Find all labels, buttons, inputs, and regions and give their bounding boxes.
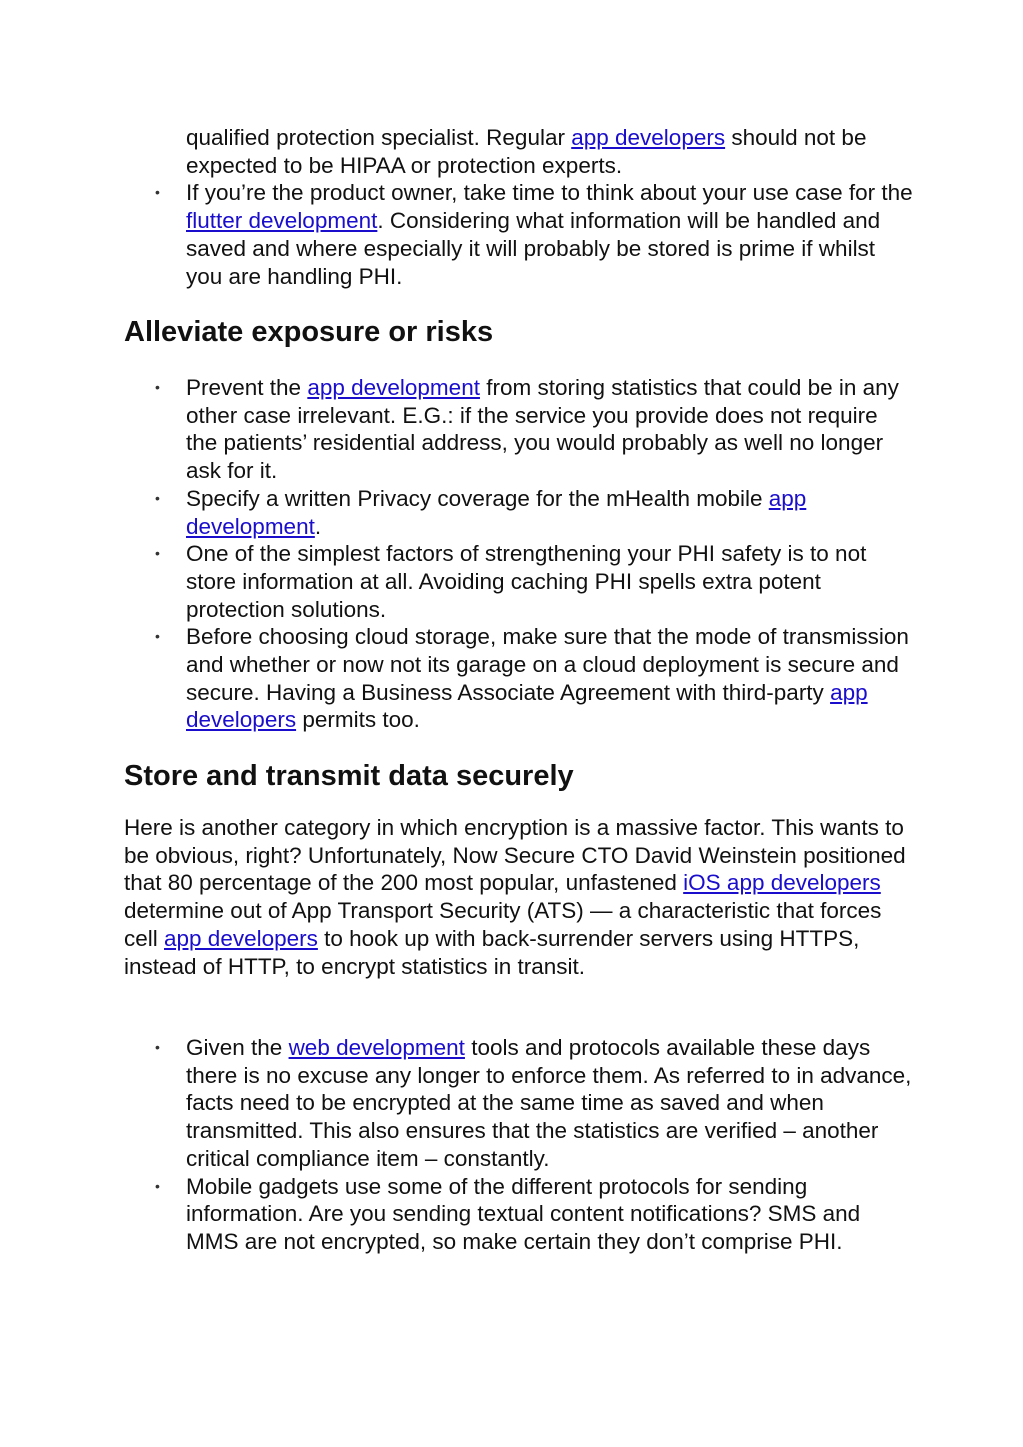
text-run: permits too. (296, 707, 420, 733)
text-link[interactable]: app developers (186, 679, 868, 733)
list-item (124, 485, 914, 540)
text-run: Specify a written Privacy coverage for the mHealth mobile (186, 485, 769, 511)
text-run: from storing statistics that could be in any other case irrelevant. E.G.: if the service you provide does not require the patients’ residential address, you would probably as well no longer ask for it. (186, 375, 899, 484)
transmit-list (124, 1034, 914, 1256)
section-heading-block (124, 315, 914, 349)
section-heading: Store and transmit data securely (124, 760, 574, 792)
text-run: Given the (186, 1035, 289, 1060)
text-link[interactable]: app developers (164, 925, 318, 951)
text-link[interactable]: app development (307, 375, 480, 400)
text-run: should not be expected to be HIPAA or protection experts. (186, 125, 867, 178)
bullet-icon: • (155, 184, 160, 201)
text-link[interactable]: app developers (571, 125, 726, 150)
text-run: Here is another category in which encryption is a massive factor. This wants to be obvious, right? Unfortunately, Now Secure CTO David Weinstein positioned that 80 percentage of the 200 most popular, unfastened (124, 815, 906, 896)
text-link[interactable]: iOS app developers (683, 870, 881, 896)
text-link[interactable]: web development (288, 1035, 465, 1060)
text-link[interactable]: flutter development (186, 208, 378, 234)
text-run: If you’re the product owner, take time to think about your use case for the (186, 180, 913, 206)
text-run: . Considering what information will be handled and saved and where especially it will probably be stored is prime if whilst you are handling PHI. (186, 208, 881, 289)
text-run: Mobile gadgets use some of the different protocols for sending information. Are you sending textual content notifications? SMS and MMS are not encrypted, so make certain they don’t comprise PHI. (186, 1173, 861, 1254)
list-item (124, 540, 914, 623)
section-heading: Alleviate exposure or risks (124, 316, 494, 348)
text-run: determine out of App Transport Security (ATS) — a characteristic that forces cell (124, 898, 882, 951)
list-item (124, 623, 914, 734)
list-item (124, 179, 914, 290)
text-run: . (314, 513, 322, 539)
text-run: One of the simplest factors of strengthening your PHI safety is to not store information at all. Avoiding caching PHI spells extra potent protection solutions. (186, 541, 867, 622)
encryption-paragraph-block (124, 814, 914, 980)
text-run: Before choosing cloud storage, make sure that the mode of transmission and whether or now not its garage on a cloud deployment is secure and secure. Having a Business Associate Agreement with third-party (186, 624, 909, 705)
list-item (124, 124, 914, 179)
bullet-icon: • (155, 489, 160, 506)
bullet-icon: • (155, 1177, 160, 1194)
risks-list-block (124, 374, 914, 734)
bullet-icon: • (155, 628, 160, 645)
text-run: to hook up with back-surrender servers using HTTPS, instead of HTTP, to encrypt statistics in transit. (124, 925, 860, 979)
risks-list (124, 374, 914, 734)
list-item (124, 1173, 914, 1256)
text-link[interactable]: app development (186, 485, 807, 539)
text-run: qualified protection specialist. Regular (186, 125, 572, 150)
section-heading-block (124, 759, 914, 793)
list-item (124, 1034, 914, 1173)
encryption-paragraph (124, 814, 914, 980)
transmit-list-block (124, 1034, 914, 1256)
text-run: tools and protocols available these days there is no excuse any longer to enforce them. As referred to in advance, facts need to be encrypted at the same time as saved and when transmitted. This also ensures that the statistics are verified – another critical compliance item – constantly. (186, 1035, 912, 1171)
top-list-block (124, 124, 914, 290)
text-run: Prevent the (186, 375, 308, 400)
top-list (124, 124, 914, 290)
bullet-icon: • (155, 1039, 160, 1055)
list-item (124, 374, 914, 485)
bullet-icon: • (155, 379, 160, 395)
bullet-icon: • (155, 545, 160, 562)
